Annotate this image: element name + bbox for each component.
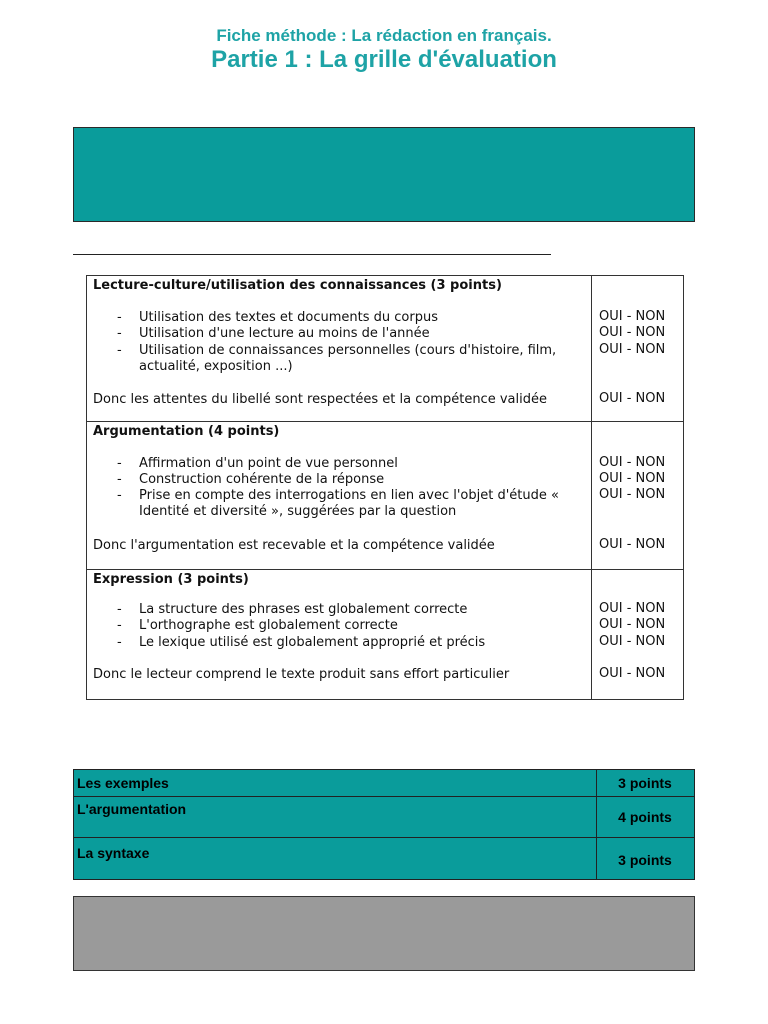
section-title: Expression (3 points)	[93, 572, 249, 587]
table-row	[74, 797, 694, 838]
section-conclusion: Donc le lecteur comprend le texte produit sans effort particulier	[93, 667, 510, 682]
horizontal-rule	[73, 254, 551, 255]
score-label: Les exemples	[77, 775, 169, 791]
answer-cell: OUI - NON	[599, 601, 666, 616]
answer-cell: OUI - NON	[599, 487, 666, 502]
grid-section-lecture: Lecture-culture/utilisation des connaissances (3 points) - Utilisation des textes et documents du corpus OUI - NON - Utilisation d'une lecture au moins de l'année OUI - NON - Utilisation de connaissances personnelles (cours d'histoire, film, actualité, exposition ...) OUI - NON Donc les attentes du libellé sont respectées et la compétence validée OUI - NON	[87, 276, 683, 422]
answer-cell: OUI - NON	[599, 617, 666, 632]
grid-section-argumentation: Argumentation (4 points) - Affirmation d'un point de vue personnel OUI - NON - Construction cohérente de la réponse OUI - NON - Prise en compte des interrogations en lien avec l'objet d'étude « Identité et diversité », suggérées par la question OUI - NON Donc l'argumentation est recevable et la compétence validée OUI - NON	[87, 422, 683, 570]
answer-cell: OUI - NON	[599, 634, 666, 649]
score-points: 3 points	[618, 775, 672, 791]
table-row	[74, 838, 694, 879]
score-points: 3 points	[618, 852, 672, 868]
answer-cell: OUI - NON	[599, 309, 666, 324]
grid-section-expression: Expression (3 points) - La structure des phrases est globalement correcte OUI - NON - L'orthographe est globalement correcte OUI - NON - Le lexique utilisé est globalement approprié et précis OUI - NON Donc le lecteur comprend le texte produit sans effort particulier OUI - NON	[87, 570, 683, 699]
section-conclusion: Donc l'argumentation est recevable et la compétence validée	[93, 538, 495, 553]
table-row	[74, 770, 694, 797]
section-title: Argumentation (4 points)	[93, 424, 280, 439]
answer-cell: OUI - NON	[599, 537, 666, 552]
score-table	[73, 769, 695, 880]
teal-banner-box	[73, 127, 695, 222]
score-label: La syntaxe	[77, 845, 150, 861]
answer-cell: OUI - NON	[599, 455, 666, 470]
answer-cell: OUI - NON	[599, 471, 666, 486]
evaluation-grid	[86, 275, 684, 700]
answer-cell: OUI - NON	[599, 666, 666, 681]
score-label: L'argumentation	[77, 801, 187, 817]
answer-cell: OUI - NON	[599, 325, 666, 340]
section-conclusion: Donc les attentes du libellé sont respectées et la compétence validée	[93, 392, 547, 407]
document-title: Partie 1 : La grille d'évaluation	[211, 46, 557, 73]
answer-cell: OUI - NON	[599, 391, 666, 406]
section-title: Lecture-culture/utilisation des connaissances (3 points)	[93, 278, 502, 293]
score-points: 4 points	[618, 809, 672, 825]
grey-footer-box	[73, 896, 695, 971]
document-subtitle: Fiche méthode : La rédaction en français.	[216, 26, 552, 45]
answer-cell: OUI - NON	[599, 342, 666, 357]
